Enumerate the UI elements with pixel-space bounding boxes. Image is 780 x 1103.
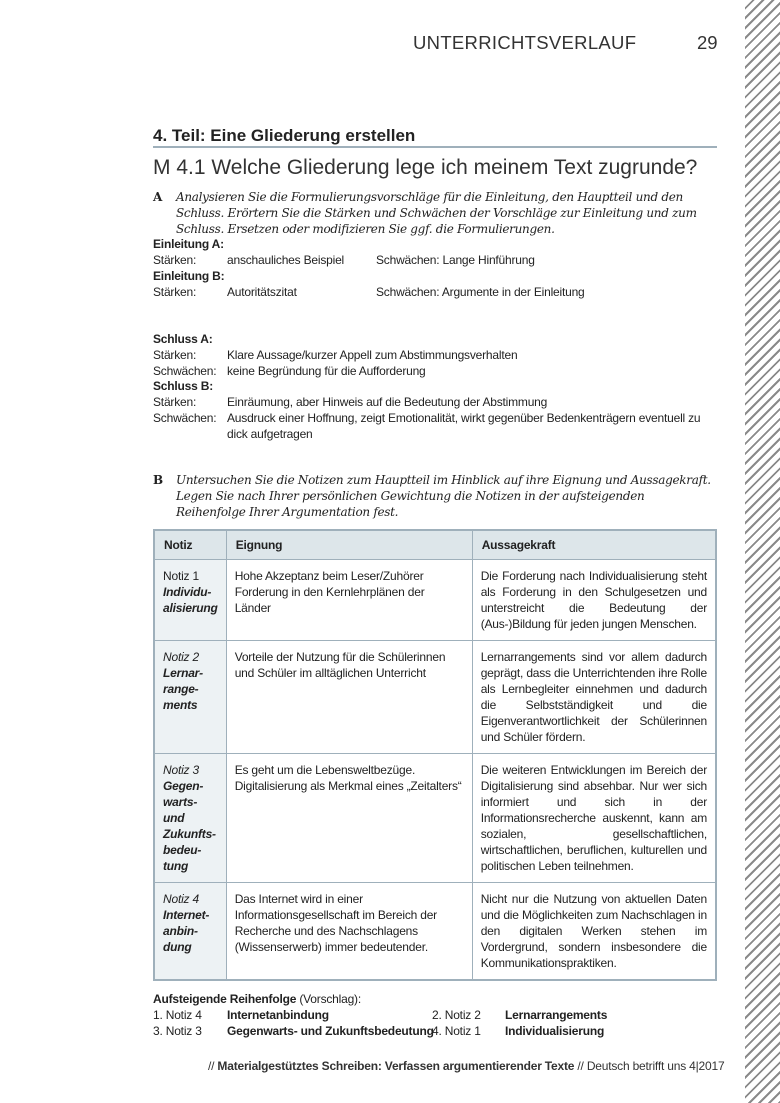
material-title: M 4.1 Welche Gliederung lege ich meinem Text zugrunde? — [153, 156, 698, 179]
column-header: Notiz — [154, 530, 226, 560]
value: anschauliches Beispiel — [227, 253, 345, 267]
order-label: Individualisierung — [505, 1024, 605, 1038]
task-text: Analysieren Sie die Formulierungsvorschläge für die Einleitung, den Hauptteil und den Schluss. Erörtern Sie die Stärken und Schwächen der Vorschläge zur Einleitung und zum Schluss. Ersetzen oder modifizieren Sie ggf. die Formulierungen. — [176, 190, 697, 236]
footer-journal: Deutsch betrifft uns 4|2017 — [586, 1059, 725, 1073]
order-rank: 4. Notiz 1 — [432, 1024, 481, 1038]
notiz-number: Notiz 1 — [163, 569, 199, 583]
table-row — [154, 754, 716, 883]
task-a — [153, 189, 718, 237]
task-text: Untersuchen Sie die Notizen zum Hauptteil im Hinblick auf ihre Eignung und Aussagekraft. Legen Sie nach Ihrer persönlichen Gewichtung die Notizen in der aufsteigenden Reihenfolge Ihrer Argumentation fest. — [176, 473, 711, 519]
label: Schwächen: — [153, 411, 217, 425]
einleitung-b-heading: Einleitung B: — [153, 269, 225, 283]
value: Autoritätszitat — [227, 285, 297, 299]
aussagekraft-cell: Die Forderung nach Individualisierung steht als Forderung in den Schulgesetzen und unterstreicht die Bedeutung der (Aus-)Bildung für jeden jungen Menschen. — [472, 560, 716, 641]
notiz-cell — [154, 560, 226, 641]
notiz-cell — [154, 883, 226, 981]
value: Klare Aussage/kurzer Appell zum Abstimmungsverhalten — [227, 348, 518, 362]
order-heading-suffix: (Vorschlag): — [299, 992, 361, 1006]
table-row — [154, 560, 716, 641]
label: Stärken: — [153, 348, 197, 362]
value: Ausdruck einer Hoffnung, zeigt Emotionalität, wirkt gegenüber Bedenkenträgern eventuell zu dick aufgetragen — [227, 411, 701, 441]
section-title: 4. Teil: Eine Gliederung erstellen — [153, 126, 416, 145]
notiz-number: Notiz 3 — [163, 763, 199, 777]
eignung-cell: Vorteile der Nutzung für die Schülerinnen und Schüler im alltäglichen Unterricht — [226, 641, 472, 754]
order-rank: 3. Notiz 3 — [153, 1024, 202, 1038]
einleitung-a-heading: Einleitung A: — [153, 237, 224, 251]
notiz-cell — [154, 754, 226, 883]
schluss-a-heading: Schluss A: — [153, 332, 213, 346]
order-rank: 2. Notiz 2 — [432, 1008, 481, 1022]
task-letter: B — [153, 473, 163, 487]
label: Stärken: — [153, 395, 197, 409]
running-header: UNTERRICHTSVERLAUF — [413, 32, 637, 53]
notiz-number: Notiz 4 — [163, 892, 199, 906]
table-header-row — [154, 530, 716, 560]
notiz-number: Notiz 2 — [163, 650, 199, 664]
aussagekraft-cell: Lernarrangements sind vor allem dadurch geprägt, dass die Unterrichtenden ihre Rolle als Lernbegleiter einnehmen und dadurch die Selbstständigkeit und die Eigenverantwortlichkeit der Schülerinnen und Schüler fördern. — [472, 641, 716, 754]
value: keine Begründung für die Aufforderung — [227, 364, 426, 378]
section-divider — [153, 146, 717, 148]
value: Einräumung, aber Hinweis auf die Bedeutung der Abstimmung — [227, 395, 548, 409]
page-footer — [208, 1059, 724, 1073]
schluss-b-heading: Schluss B: — [153, 379, 214, 393]
value: Schwächen: Lange Hinführung — [376, 253, 535, 267]
notiz-keyword: Individu-alisierung — [163, 585, 218, 615]
label: Stärken: — [153, 253, 197, 267]
label: Schwächen: — [153, 364, 217, 378]
notes-table — [153, 529, 717, 981]
order-label: Gegenwarts- und Zukunftsbedeutung — [227, 1024, 434, 1038]
eignung-cell: Hohe Akzeptanz beim Leser/Zuhörer Forderung in den Kernlehrplänen der Länder — [226, 560, 472, 641]
aussagekraft-cell: Die weiteren Entwicklungen im Bereich der Digitalisierung sind absehbar. Nur wer sich informiert und sich in der Informationsrecherche auskennt, kann am sozialen, gesellschaftlichen, wirtschaftlichen, beruflichen, kulturellen und politischen Leben teilnehmen. — [472, 754, 716, 883]
label: Stärken: — [153, 285, 197, 299]
decorative-stripes — [745, 0, 780, 1103]
aussagekraft-cell: Nicht nur die Nutzung von aktuellen Daten und die Möglichkeiten zum Nachschlagen in den digitalen Werken stehen im Vordergrund, sondern insbesondere die Kommunikationspraktiken. — [472, 883, 716, 981]
notiz-keyword: Internet-anbin-dung — [163, 908, 210, 954]
order-rank: 1. Notiz 4 — [153, 1008, 202, 1022]
order-label: Lernarrangements — [505, 1008, 608, 1022]
page-number: 29 — [697, 32, 718, 53]
value: Schwächen: Argumente in der Einleitung — [376, 285, 585, 299]
eignung-cell: Das Internet wird in einer Informationsgesellschaft im Bereich der Recherche und des Nachschlagens (Wissenserwerb) immer bedeutender. — [226, 883, 472, 981]
order-label: Internetanbindung — [227, 1008, 329, 1022]
notiz-keyword: Lernar-range-ments — [163, 666, 203, 712]
column-header: Aussagekraft — [472, 530, 716, 560]
task-letter: A — [153, 190, 163, 204]
table-row — [154, 641, 716, 754]
order-heading — [153, 991, 361, 1007]
order-heading-text: Aufsteigende Reihenfolge — [153, 992, 297, 1006]
eignung-cell: Es geht um die Lebensweltbezüge. Digitalisierung als Merkmal eines „Zeitalters“ — [226, 754, 472, 883]
footer-separator: // — [577, 1059, 584, 1073]
column-header: Eignung — [226, 530, 472, 560]
notiz-cell — [154, 641, 226, 754]
footer-title: Materialgestütztes Schreiben: Verfassen argumentierender Texte — [217, 1059, 575, 1073]
task-b — [153, 472, 718, 520]
footer-separator: // — [208, 1059, 215, 1073]
table-row — [154, 883, 716, 981]
notiz-keyword: Gegen-warts- und Zukunfts-bedeu-tung — [163, 779, 216, 873]
